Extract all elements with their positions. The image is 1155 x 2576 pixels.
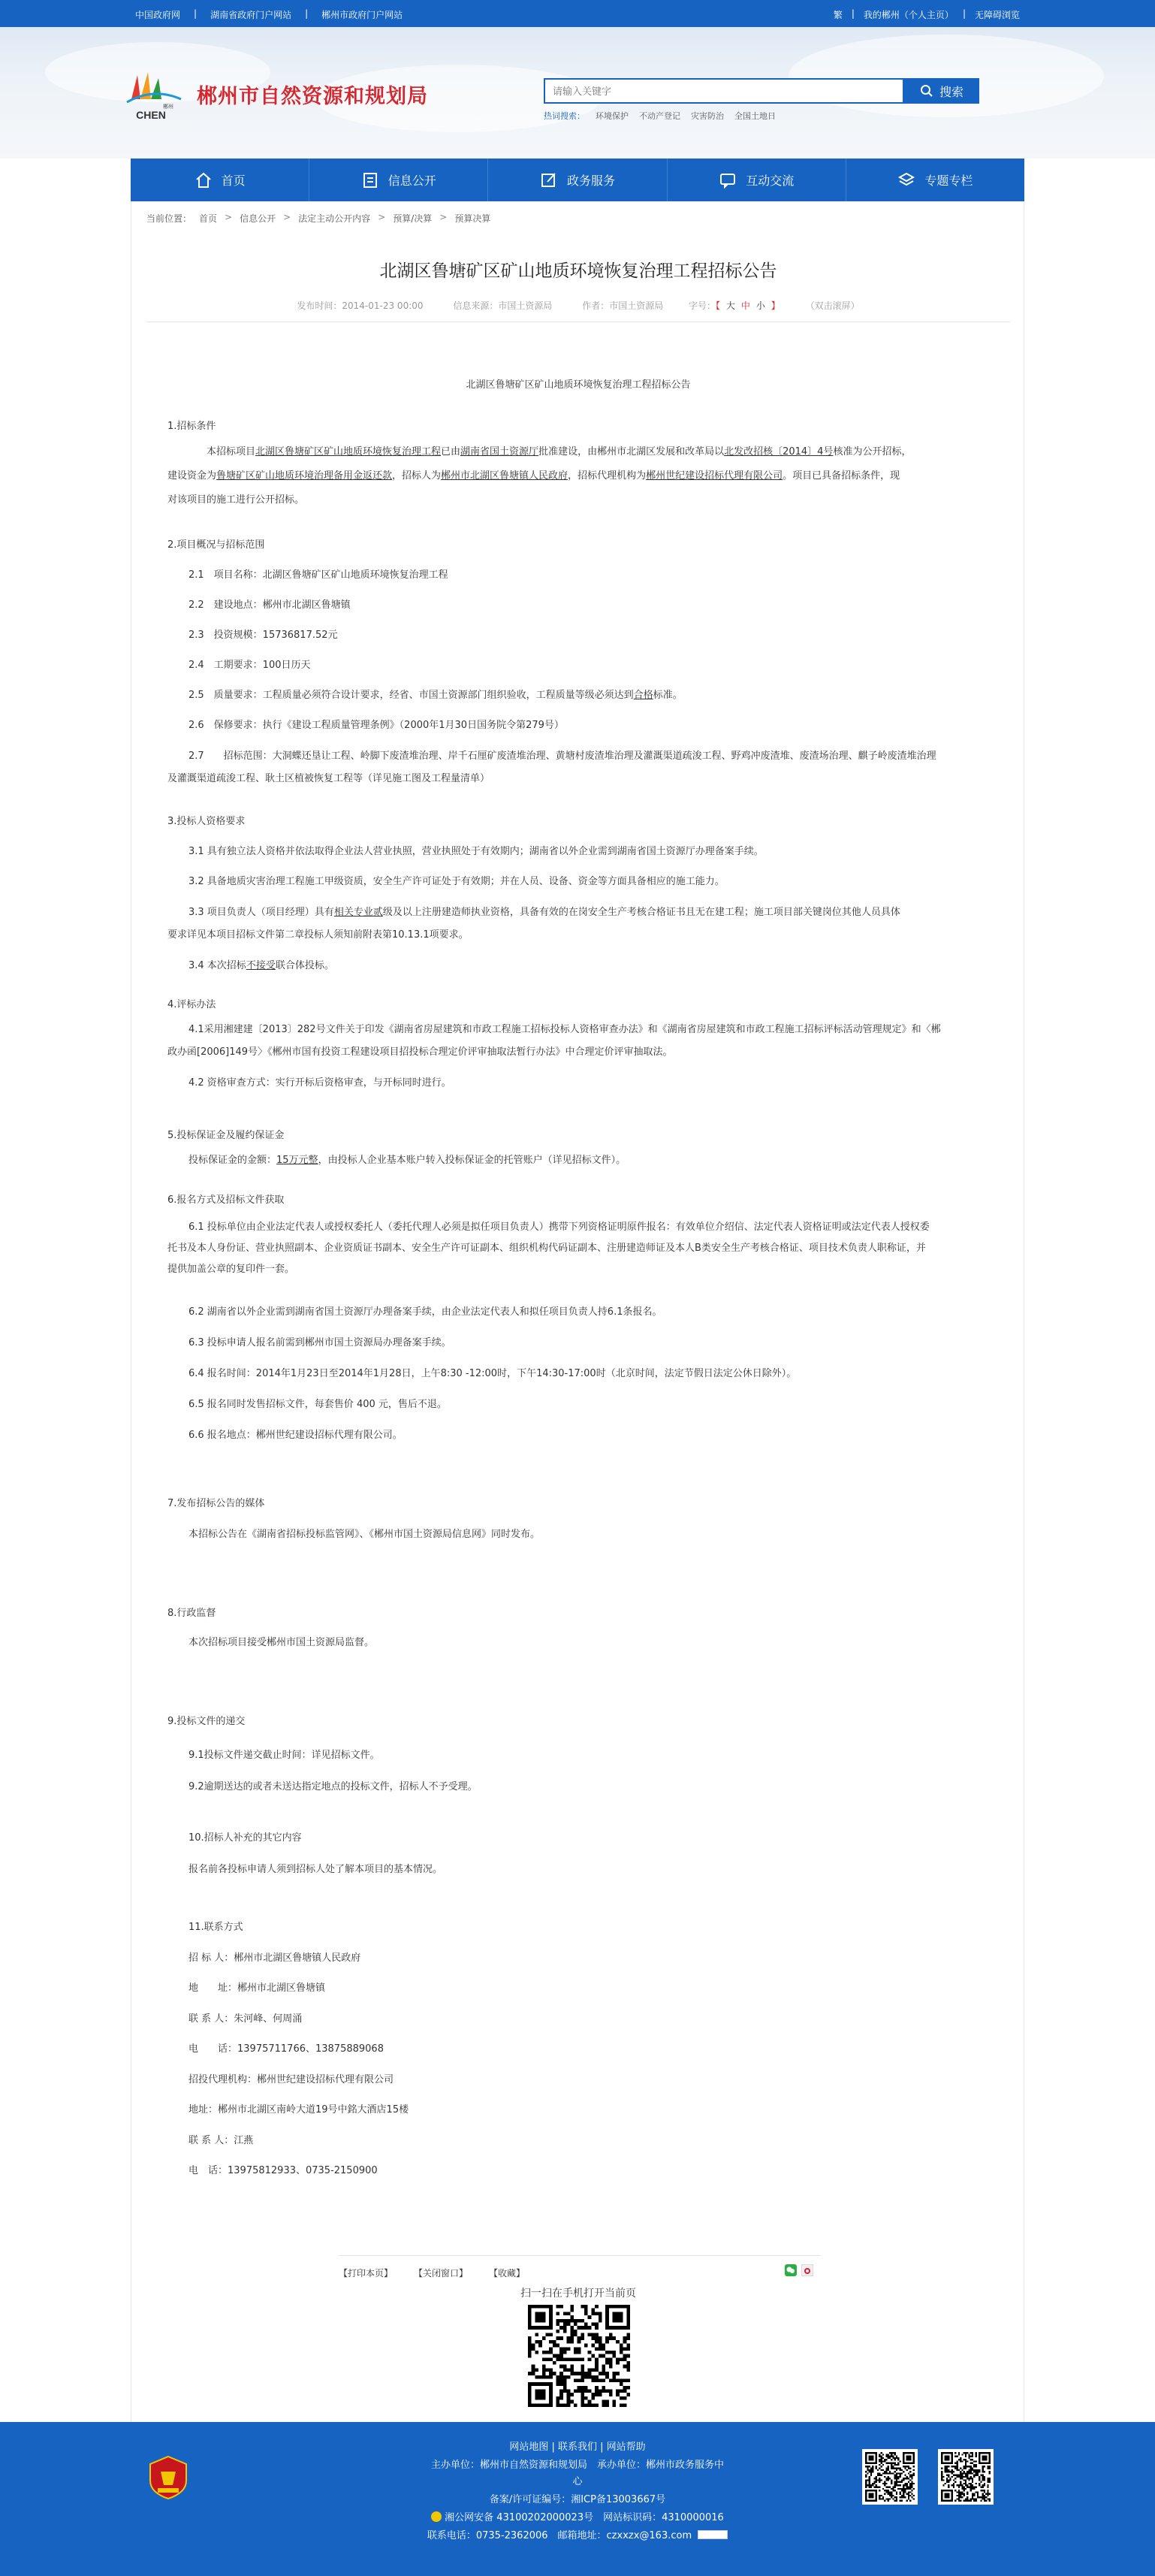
double-click-scroll[interactable]: （双击滚屏） [805, 300, 860, 311]
hot-word[interactable]: 环境保护 [596, 111, 629, 121]
nav-item-topics[interactable] [846, 159, 1024, 201]
top-links [135, 8, 403, 21]
hot-words-label: 热词搜索： [544, 111, 585, 121]
article-subtitle: 北湖区鲁塘矿区矿山地质环境恢复治理工程招标公告 [466, 379, 691, 391]
breadcrumb: 当前位置： 首页 > 信息公开 > 法定主动公开内容 > 预算/决算 > 预算决算 [146, 212, 491, 224]
contact-info: 11.联系方式 招 标 人：郴州市北湖区鲁塘镇人民政府 地 址：郴州市北湖区鲁塘镇 联 系 人：朱河峰、何周涌 电 话：13975711766、13875889068 招投代理机构：郴州世纪建设招标代理有限公司 地址：郴州市北湖区南岭大道19号中銘大酒店15楼 联 系 人：江燕 电 话：13975812933、0735-2150900 [188, 1922, 409, 2176]
site-title: 郴州市自然资源和规划局 [197, 85, 428, 108]
my-chenzhou-link[interactable]: 我的郴州（个人主页） [863, 10, 954, 20]
main-nav [131, 159, 1024, 201]
wechat-qr-code [938, 2449, 994, 2505]
main-content [131, 201, 1024, 2422]
nav-item-services[interactable] [488, 159, 667, 201]
home-icon [195, 171, 213, 189]
site-logo[interactable] [124, 69, 184, 122]
hot-word[interactable]: 灾害防治 [691, 111, 724, 121]
article-toolbar [339, 2255, 821, 2279]
section-heading: 3.投标人资格要求 [167, 816, 246, 827]
edit-icon [540, 171, 558, 189]
breadcrumb-item[interactable]: 首页 [199, 213, 218, 224]
breadcrumb-item[interactable]: 预算/决算 [393, 213, 433, 224]
paragraph: 10.招标人补充的其它内容 报名前各投标申请人须到招标人处了解本项目的基本情况。 [188, 1832, 443, 1875]
police-badge-icon [431, 2511, 442, 2522]
search-button-label: 搜索 [939, 84, 964, 99]
top-bar [0, 0, 1155, 27]
paragraph: 9.1投标文件递交截止时间：详见招标文件。 9.2逾期送达的或者未送达指定地点的投标文件，招标人不予受理。 [188, 1750, 478, 1792]
section-heading: 8.行政监督 [167, 1608, 216, 1619]
site-footer [0, 2422, 1155, 2576]
paragraph: 本招标项目北湖区鲁塘矿区矿山地质环境恢复治理工程已由湖南省国土资源厅批准建设，由郴州市北湖区发展和改革局以北发改招核〔2014〕4号核准为公开招标， 建设资金为鲁塘矿区矿山地质环境治理备用金返还款，招标人为郴州市北湖区鲁塘镇人民政府，招标代理机构为郴州世纪建设招标代理有限公司。项目已具备招标条件，现 对该项目的施工进行公开招标。 [167, 446, 912, 506]
footer-security: 湘公网安备 43100202000023号 网站标识码：4310000016 [0, 2509, 1155, 2523]
nav-item-label: 政务服务 [567, 174, 616, 188]
footer-links[interactable]: 网站地图 | 联系我们 | 网站帮助 [509, 2442, 646, 2453]
font-size-small[interactable]: 小 [755, 300, 765, 311]
paragraph: 本次招标项目接受郴州市国土资源局监督。 [188, 1637, 375, 1648]
nav-item-label: 专题专栏 [924, 174, 973, 188]
article-title: 北湖区鲁塘矿区矿山地质环境恢复治理工程招标公告 [379, 261, 777, 281]
nav-item-label: 信息公开 [388, 174, 436, 188]
share-buttons [785, 2264, 813, 2276]
divider: | [194, 8, 198, 19]
footer-icp[interactable]: 备案/许可证编号：湘ICP备13003667号 [489, 2494, 666, 2505]
search-icon [920, 84, 933, 98]
nav-item-interaction[interactable] [668, 159, 846, 201]
cnzz-badge[interactable] [698, 2530, 728, 2539]
page-qr-code [528, 2305, 630, 2407]
breadcrumb-item[interactable]: 法定主动公开内容 [298, 213, 371, 224]
accessibility-link[interactable]: 无障碍浏览 [974, 10, 1020, 20]
breadcrumb-label: 当前位置： [146, 213, 192, 224]
meta-date: 发布时间：2014-01-23 00:00 [297, 300, 424, 311]
hot-words [544, 110, 776, 122]
paragraph: 3.1 具有独立法人资格并依法取得企业法人营业执照，营业执照处于有效期内；湖南省以外企业需到湖南省国土资源厅办理备案手续。 3.2 具备地质灾害治理工程施工甲级资质，安全生产许可证处于有效期；并在人员、设备、资金等方面具备相应的施工能力。 3.3 项目负责人（项目经理）具有相关专业贰级及以上注册建造师执业资格，具备有效的在岗安全生产考核合格证书且无在建工程；施工项目部关键岗位其他人员具体 要求详见本项目招标文件第二章投标人须知前附表第10.13.1项要求。 3.4 本次招标不接受联合体投标。 [167, 846, 900, 971]
section-heading: 9.投标文件的递交 [167, 1716, 246, 1727]
traditional-chinese-link[interactable]: 繁 [833, 10, 843, 20]
font-size-large[interactable]: 大 [725, 300, 735, 311]
search-button[interactable] [904, 78, 979, 104]
font-size-switch: 字号：【 大 中 小 】 [689, 300, 780, 311]
cloud-decoration [789, 35, 1104, 117]
nav-item-label: 首页 [221, 174, 246, 188]
section-heading: 5.投标保证金及履约保证金 [167, 1130, 285, 1141]
print-button[interactable]: 【打印本页】 [339, 2268, 394, 2279]
site-header [0, 27, 1155, 159]
meta-source: 信息来源：市国土资源局 [453, 300, 553, 311]
nav-item-info[interactable] [309, 159, 488, 201]
close-window-button[interactable]: 【关闭窗口】 [414, 2268, 469, 2279]
search-bar [544, 78, 979, 104]
paragraph: 2.7 招标范围：大洞蝶还垦让工程、岭脚下废渣堆治理、岸千石厘矿废渣堆治理、黄塘村废渣堆治理及灌溉渠道疏浚工程、野鸡冲废渣堆、废渣场治理、麒子岭废渣堆治理 及灌溉渠道疏浚工程、耿土区植被恢复工程等（详见施工图及工程量清单） [167, 750, 936, 784]
footer-sponsor: 主办单位：郴州市自然资源和规划局 承办单位：郴州市政务服务中 [430, 2460, 724, 2471]
section-heading: 6.报名方式及招标文件获取 [167, 1194, 285, 1206]
hot-word[interactable]: 不动产登记 [639, 111, 680, 121]
top-right-links: 繁 | 我的郴州（个人主页） | 无障碍浏览 [833, 8, 1020, 20]
nav-item-label: 互动交流 [746, 174, 795, 188]
breadcrumb-item[interactable]: 信息公开 [240, 213, 276, 224]
collect-button[interactable]: 【收藏】 [489, 2268, 526, 2279]
breadcrumb-item[interactable]: 预算决算 [454, 213, 491, 224]
wechat-icon[interactable] [785, 2264, 797, 2276]
link-hunan-gov[interactable]: 湖南省政府门户网站 [210, 10, 292, 20]
footer-contact: 联系电话：0735-2362006 邮箱地址：czxxzx@163.com [0, 2527, 1155, 2541]
article-meta [131, 299, 1025, 312]
section-heading: 1.招标条件 [167, 421, 216, 432]
link-chenzhou-gov[interactable]: 郴州市政府门户网站 [321, 10, 403, 20]
footer-sponsor-cont: 心 [572, 2476, 583, 2487]
search-input[interactable] [544, 78, 904, 104]
link-gov-cn[interactable]: 中国政府网 [135, 10, 181, 20]
section-heading: 7.发布招标公告的媒体 [167, 1498, 265, 1509]
document-icon [361, 171, 379, 189]
paragraph: 6.1 投标单位由企业法定代表人或授权委托人（委托代理人必须是拟任项目负责人）携带下列资格证明原件报名：有效单位介绍信、法定代表人资格证明或法定代表人授权委 托书及本人身份证、营业执照副本、企业资质证书副本、安全生产许可证副本、组织机构代码证副本、注册建造师证及本人B类安全生产考核合格证、项目技术负责人职称证，并 提供加盖公章的复印件一套。 [167, 1222, 930, 1275]
paragraph: 2.1 项目名称：北湖区鲁塘矿区矿山地质环境恢复治理工程 2.2 建设地点：郴州市北湖区鲁塘镇 2.3 投资规模：15736817.52元 2.4 工期要求：100日历天 2.5 质量要求：工程质量必须符合设计要求，经省、市国土资源部门组织验收，工程质量等级必须达到合格标准。 2.6 保修要求：执行《建设工程质量管理条例》（2000年1月30日国务院令第279号） [188, 569, 683, 731]
weibo-icon[interactable] [801, 2264, 813, 2276]
logo-small-text: 郴州 [163, 104, 173, 110]
section-heading: 4.评标办法 [167, 999, 216, 1010]
chat-icon [719, 171, 737, 189]
weibo-qr-code [862, 2449, 918, 2505]
layers-icon [897, 171, 915, 189]
nav-item-home[interactable] [131, 159, 309, 201]
paragraph: 4.1采用湘建建〔2013〕282号文件关于印发《湖南省房屋建筑和市政工程施工招标投标人资格审查办法》和《湖南省房屋建筑和市政工程施工招标评标活动管理规定》和〈郴 政办函[2006]149号〉《郴州市国有投资工程建设项目招投标合理定价评审抽取法暂行办法》中合理定价评审抽取法。 4.2 资格审查方式：实行开标后资格审查，与开标同时进行。 [167, 1024, 941, 1089]
meta-author: 作者：市国土资源局 [582, 300, 664, 311]
qr-caption: 扫一扫在手机打开当前页 [520, 2288, 636, 2300]
divider: | [305, 8, 309, 19]
paragraph: 6.2 湖南省以外企业需到湖南省国土资源厅办理备案手续，由企业法定代表人和拟任项目负责人持6.1条报名。 6.3 投标申请人报名前需到郴州市国土资源局办理备案手续。 6.4 报名时间：2014年1月23日至2014年1月28日，上午8:30 -12:00时，下午14:30-17:00时（北京时间，法定节假日法定公休日除外）。 6.5 报名同时发售招标文件，每套售价 400 元，售后不退。 6.6 报名地点：郴州世纪建设招标代理有限公司。 [188, 1306, 797, 1441]
paragraph: 本招标公告在《湖南省招标投标监管网》、《郴州市国土资源局信息网》同时发布。 [188, 1529, 541, 1540]
font-size-medium[interactable]: 中 [740, 300, 750, 311]
paragraph: 投标保证金的金额：15万元整，由投标人企业基本账户转入投标保证金的托管账户（详见招标文件）。 [188, 1155, 626, 1166]
hot-word[interactable]: 全国土地日 [734, 111, 776, 121]
section-heading: 2.项目概况与招标范围 [167, 539, 265, 551]
logo-sub-text: CHEN [136, 109, 166, 121]
